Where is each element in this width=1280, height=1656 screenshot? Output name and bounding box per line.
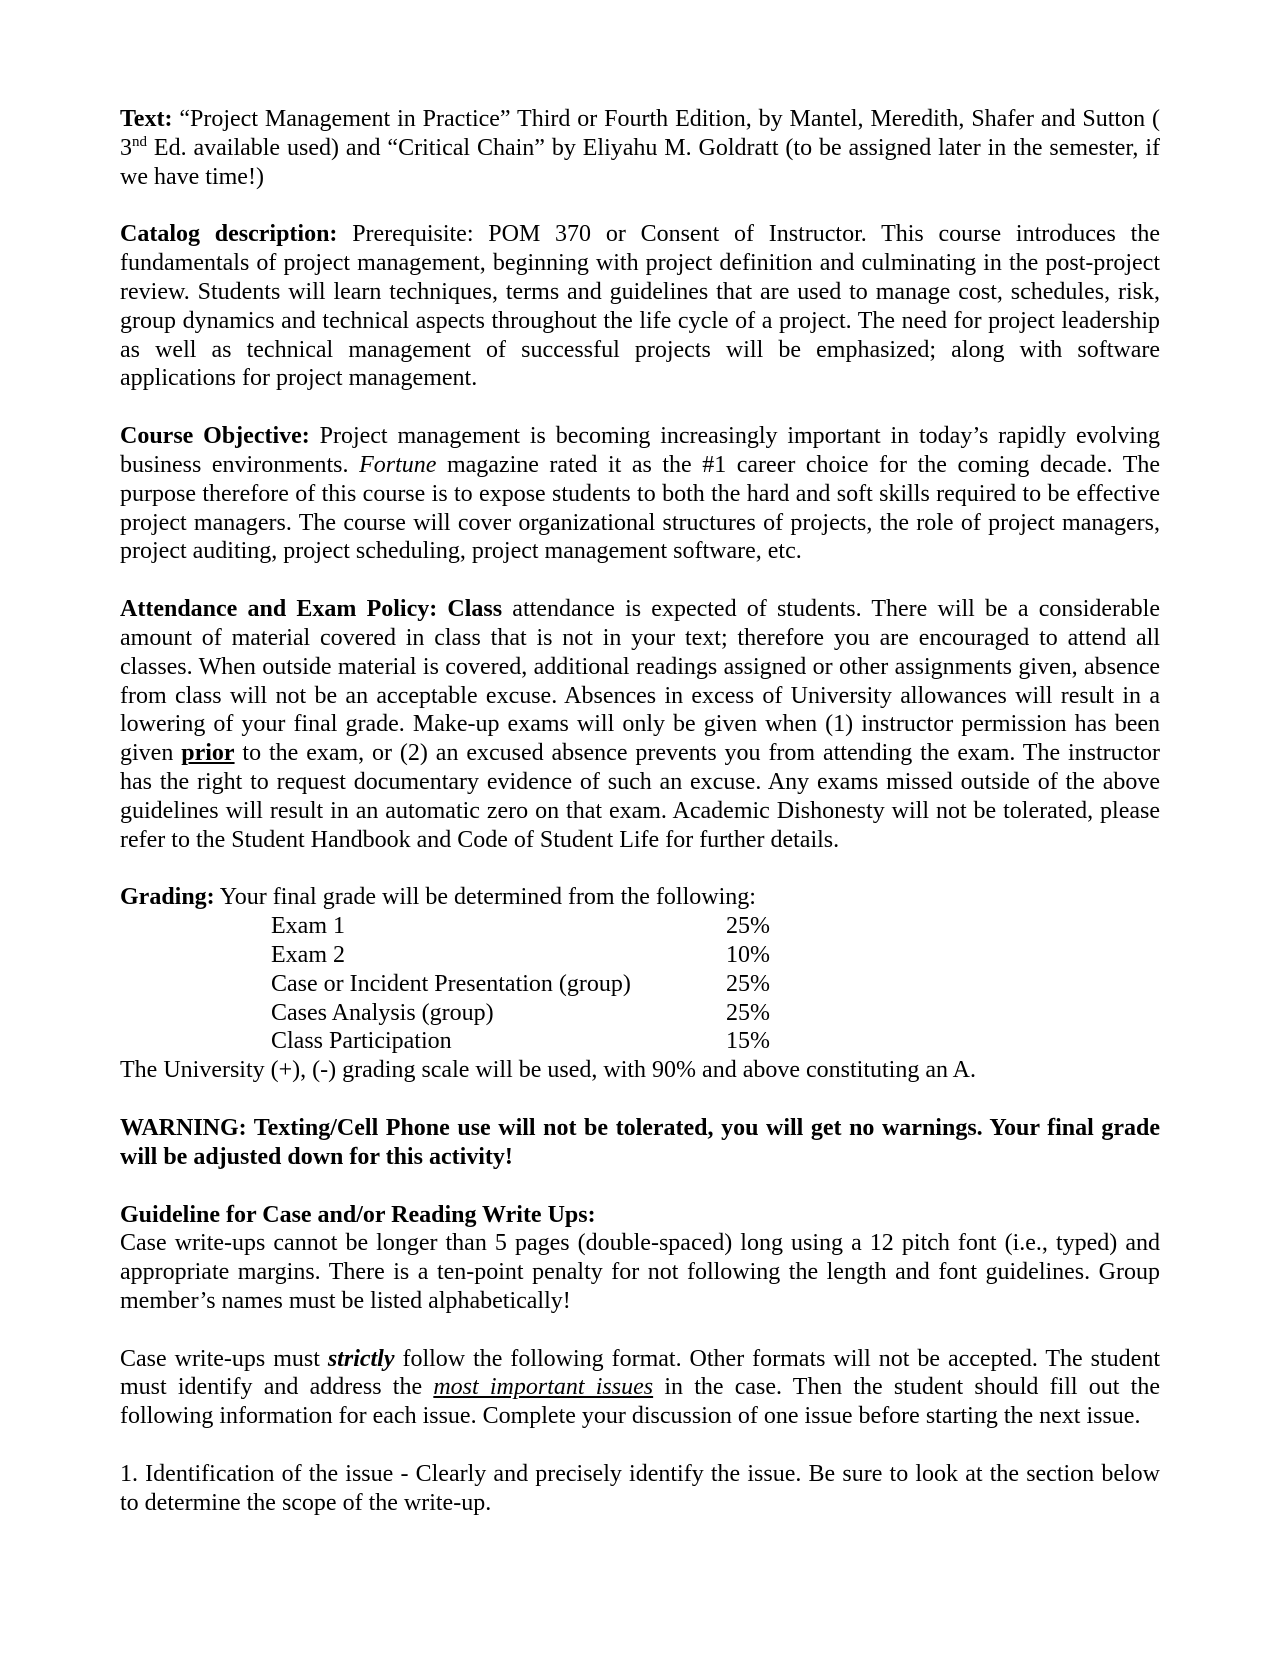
grading-scale-note: The University (+), (-) grading scale will be used, with 90% and above constituting an A. <box>120 1057 976 1084</box>
text-body-1: “Project Management in Practice” Third or Fourth Edition, by Mantel, Meredith, Shafer and Sutton ( 3 <box>120 106 1160 161</box>
grade-item-name: Class Participation <box>271 1028 452 1055</box>
grade-item-weight: 25% <box>726 913 770 940</box>
guideline-heading-text: Guideline for Case and/or Reading Write Ups: <box>120 1201 596 1228</box>
format-body-3: in the case. Then the student should fill out the following information for each issue. Complete your discussion of one issue before starting the next issue. <box>120 1374 1161 1430</box>
attendance-body-1: attendance is expected of students. There will be a considerable amount of material covered in class that is not in your text; therefore you are encouraged to attend all classes. When outside material is covered, additional readings assigned or other assignments given, absence from class will not be an acceptable excuse. Absences in excess of University allowances will result in a lowering of your final grade. Make-up exams will only be given when (1) instructor permission has been given <box>120 596 1161 767</box>
catalog-body: Prerequisite: POM 370 or Consent of Instructor. This course introduces the fundamentals of project management, beginning with project definition and culminating in the post-project review. Students will learn techniques, terms and guidelines that are used to manage cost, schedules, risk, group dynamics and technical aspects throughout the life cycle of a project. The need for project leadership as well as technical management of successful projects will be emphasized; along with software applications for project management. <box>120 221 1160 392</box>
text-body-2: Ed. available used) and “Critical Chain” by Eliyahu M. Goldratt (to be assigned later in the semester, if we have time!) <box>120 134 1160 190</box>
grade-item-name: Exam 2 <box>271 941 345 968</box>
text-label: Text: <box>120 106 173 132</box>
attendance-body-2: to the exam, or (2) an excused absence prevents you from attending the exam. The instructor has the right to request documentary evidence of such an excuse. Any exams missed outside of the above guidelines will result in an automatic zero on that exam. Academic Dishonesty will not be tolerated, please refer to the Student Handbook and Code of Student Life for further details. <box>120 740 1160 853</box>
step-identification: 1. Identification of the issue - Clearly and precisely identify the issue. Be sure to look at the section below to determine the scope of the write-up. <box>120 1461 1160 1516</box>
cell-phone-warning <box>120 1114 1160 1172</box>
grade-item-weight: 10% <box>726 941 770 968</box>
grade-item-name: Exam 1 <box>271 913 345 940</box>
grading-label: Grading: <box>120 884 215 911</box>
fortune-title: Fortune <box>359 451 437 478</box>
grade-item-weight: 25% <box>726 999 770 1026</box>
objective-label: Course Objective: <box>120 423 310 450</box>
format-body-1: Case write-ups must <box>120 1345 328 1372</box>
guideline-body: Case write-ups cannot be longer than 5 pages (double-spaced) long using a 12 pitch font (i.e., typed) and appropriate margins. There is a ten-point penalty for not following the length and font guidelines. Group member’s names must be listed alphabetically! <box>120 1230 1160 1314</box>
objective-body-2: magazine rated it as the #1 career choice for the coming decade. The purpose therefore of this course is to expose students to both the hard and soft skills required to be effective project managers. The course will cover organizational structures of projects, the role of project managers, project auditing, project scheduling, project management software, etc. <box>120 451 1161 565</box>
grade-row <box>120 912 1160 941</box>
guideline-section <box>120 1201 1160 1316</box>
objective-body-1: Project management is becoming increasingly important in today’s rapidly evolving business environments. <box>120 423 1160 478</box>
edition-superscript: nd <box>132 133 147 150</box>
grading-section <box>120 883 1160 1085</box>
prior-emphasis: prior <box>181 740 235 767</box>
important-issues-emphasis: most important issues <box>433 1374 654 1401</box>
syllabus-page <box>120 105 1160 1518</box>
grading-intro: Your final grade will be determined from the following: <box>214 884 756 911</box>
grade-row <box>120 1027 1160 1056</box>
text-section <box>120 105 1160 191</box>
strictly-emphasis: strictly <box>327 1345 395 1372</box>
grade-item-weight: 25% <box>726 970 770 997</box>
attendance-policy <box>120 595 1160 854</box>
catalog-description <box>120 220 1160 393</box>
grade-item-name: Cases Analysis (group) <box>271 999 494 1026</box>
catalog-label: Catalog description: <box>120 221 338 248</box>
warning-text: WARNING: Texting/Cell Phone use will not be tolerated, you will get no warnings. Your final grade will be adjusted down for this activity! <box>120 1114 1160 1170</box>
grade-row <box>120 970 1160 999</box>
format-instructions <box>120 1345 1160 1431</box>
grade-item-weight: 15% <box>726 1028 770 1055</box>
guideline-heading <box>120 1201 1160 1230</box>
attendance-label: Attendance and Exam Policy: Class <box>120 596 503 623</box>
grade-item-name: Case or Incident Presentation (group) <box>271 970 631 997</box>
format-body-2: follow the following format. Other formats will not be accepted. The student must identify and address the <box>120 1345 1160 1401</box>
grade-row <box>120 941 1160 970</box>
grade-weights-table <box>120 912 1160 1056</box>
course-objective <box>120 422 1160 566</box>
grading-heading <box>120 883 1160 912</box>
grade-row <box>120 999 1160 1028</box>
